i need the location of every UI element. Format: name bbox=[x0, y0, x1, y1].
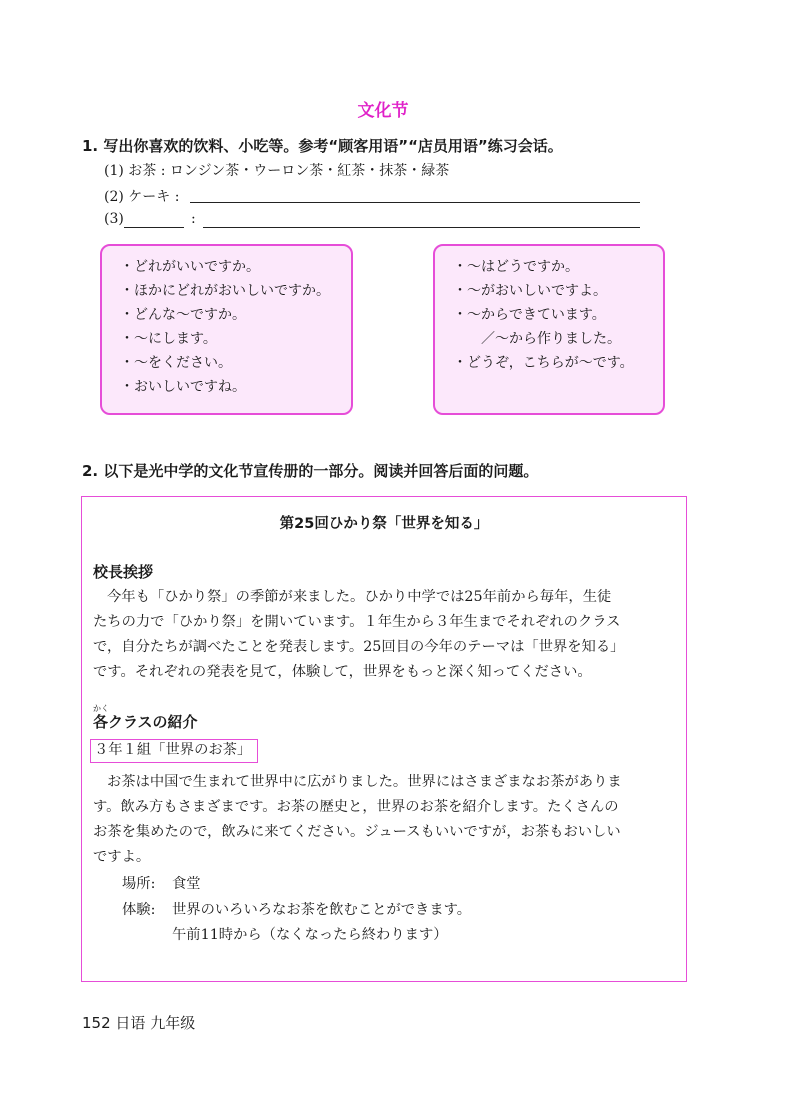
customer-phrases-box bbox=[100, 244, 353, 415]
customer-phrase: ・おいしいですね。 bbox=[120, 379, 246, 395]
clerk-phrase: ・どうぞ，こちらが～です。 bbox=[453, 355, 634, 371]
clerk-phrase: ・～がおいしいですよ。 bbox=[453, 283, 607, 299]
experience-value: 世界のいろいろなお茶を飲むことができます。 bbox=[172, 902, 472, 918]
class-text-line: ですよ。 bbox=[93, 849, 151, 865]
customer-phrase: ・～をください。 bbox=[120, 355, 232, 371]
clerk-phrases-box bbox=[433, 244, 665, 415]
q1-item-3-label: : bbox=[191, 211, 196, 227]
class-name-box: ３年１組「世界のお茶」 bbox=[90, 739, 258, 763]
question-2-heading: 2. 以下是光中学的文化节宣传册的一部分。阅读并回答后面的问题。 bbox=[82, 462, 539, 480]
experience-label: 体験: bbox=[122, 902, 156, 918]
clerk-phrase: ・～からできています。 bbox=[453, 307, 606, 323]
place-value: 食堂 bbox=[172, 876, 201, 892]
customer-phrase: ・どれがいいですか。 bbox=[120, 259, 260, 275]
page-footer bbox=[82, 1012, 195, 1033]
clerk-phrase: ・～はどうですか。 bbox=[453, 259, 579, 275]
q1-item-3-answer-line[interactable] bbox=[203, 227, 640, 228]
q1-item-3-number: (3) bbox=[104, 211, 124, 227]
page-number: 152 bbox=[82, 1014, 111, 1032]
class-text-line: お茶を集めたので，飲みに来てください。ジュースもいいですが，お茶もおいしい bbox=[93, 824, 621, 840]
q1-item-3-colon-wrap bbox=[191, 211, 196, 227]
customer-phrase: ・ほかにどれがおいしいですか。 bbox=[120, 283, 330, 299]
page-title: 文化节 bbox=[357, 101, 409, 121]
classes-heading-ruby: かく bbox=[93, 704, 109, 713]
q1-item-2-label: ケーキ : bbox=[128, 189, 180, 205]
class-text-line: お茶は中国で生まれて世界中に広がりました。世界にはさまざまなお茶がありま bbox=[107, 774, 622, 790]
book-title: 日语 九年级 bbox=[115, 1014, 196, 1032]
q1-item-1-text: ロンジン茶・ウーロン茶・紅茶・抹茶・緑茶 bbox=[169, 163, 450, 179]
classes-introduction-heading: 各クラスの紹介 bbox=[93, 713, 198, 731]
brochure-title: 第25回ひかり祭「世界を知る」 bbox=[279, 516, 489, 532]
principal-text-line: で，自分たちが調べたことを発表します。25回目の今年のテーマは「世界を知る」 bbox=[93, 639, 625, 655]
question-1-heading: 1. 写出你喜欢的饮料、小吃等。参考“顾客用语”“店员用语”练习会话。 bbox=[82, 137, 563, 155]
place-label: 場所: bbox=[122, 876, 156, 892]
principal-text-line: たちの力で「ひかり祭」を開いています。１年生から３年生までそれぞれのクラス bbox=[93, 614, 621, 630]
principal-text-line: 今年も「ひかり祭」の季節が来ました。ひかり中学では25年前から毎年，生徒 bbox=[107, 589, 612, 605]
q1-item-1 bbox=[104, 160, 449, 180]
q1-item-3-name-line[interactable] bbox=[124, 227, 184, 228]
event-time: 午前11時から（なくなったら終わります） bbox=[172, 927, 448, 943]
principal-greeting-heading: 校長挨拶 bbox=[93, 563, 154, 581]
clerk-phrase: ／～から作りました。 bbox=[481, 331, 621, 347]
q1-item-1-number: (1) bbox=[104, 163, 124, 179]
class-text-line: す。飲み方もさまざまです。お茶の歴史と，世界のお茶を紹介します。たくさんの bbox=[93, 799, 619, 815]
customer-phrase: ・～にします。 bbox=[120, 331, 217, 347]
q1-item-2-answer-line[interactable] bbox=[190, 202, 640, 203]
q1-item-1-label: お茶 : bbox=[128, 163, 166, 179]
customer-phrase: ・どんな～ですか。 bbox=[120, 307, 246, 323]
q1-item-2-number: (2) bbox=[104, 189, 124, 205]
q1-item-3-number-wrap bbox=[104, 211, 124, 227]
principal-text-line: です。それぞれの発表を見て，体験して，世界をもっと深く知ってください。 bbox=[93, 664, 592, 680]
q1-item-2 bbox=[104, 186, 179, 206]
